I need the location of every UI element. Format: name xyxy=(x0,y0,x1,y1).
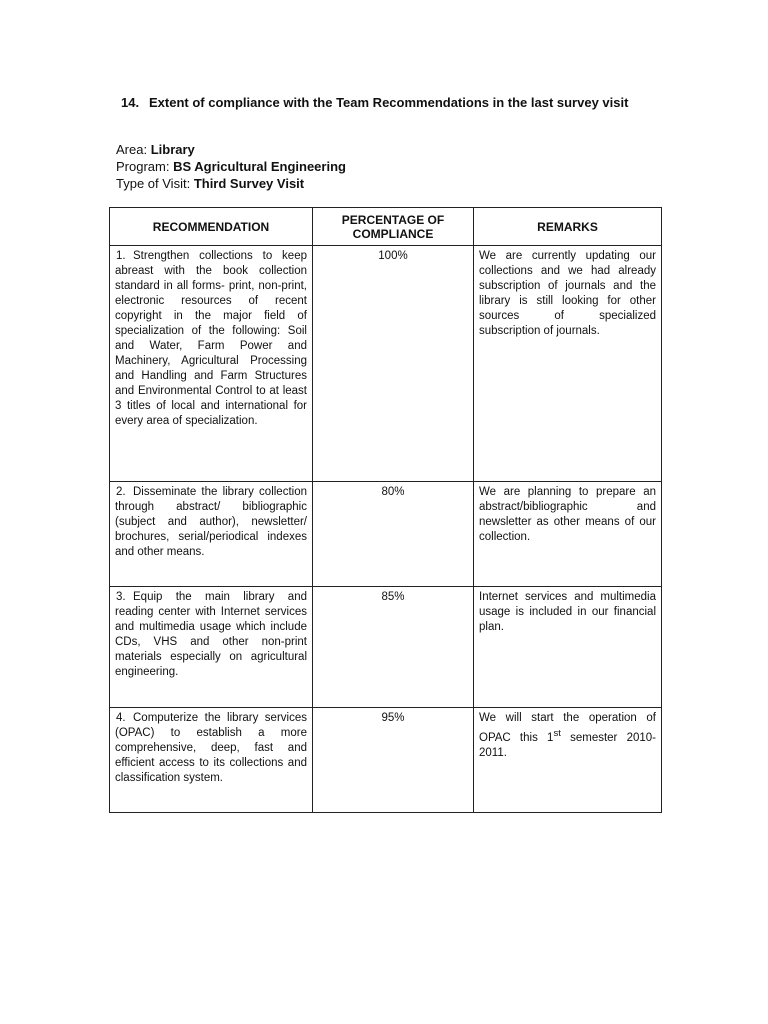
area-value: Library xyxy=(150,142,195,157)
row-number: 1. xyxy=(116,250,126,262)
percentage-cell: 85% xyxy=(313,587,474,708)
recommendation-text: Equip the main library and reading center with Internet services and multimedia usage which include CDs, VHS and other non-print materials especially on agricultural engineering. xyxy=(115,591,307,678)
header-recommendation: RECOMMENDATION xyxy=(110,208,313,246)
recommendation-text: Disseminate the library collection through abstract/ bibliographic (subject and author), newsletter/ brochures, serial/periodical indexes and other means. xyxy=(115,486,307,558)
row-number: 4. xyxy=(116,712,126,724)
recommendation-cell xyxy=(110,587,313,708)
percentage-cell: 95% xyxy=(313,708,474,813)
table-row xyxy=(110,482,662,587)
section-number: 14. xyxy=(121,95,140,110)
remarks-text-end: semester 2010-2011. xyxy=(479,731,656,759)
recommendation-cell xyxy=(110,246,313,482)
program-line xyxy=(116,158,346,175)
program-label: Program: xyxy=(116,159,170,174)
section-title: Extent of compliance with the Team Recommendations in the last survey visit xyxy=(149,95,629,110)
row-number: 2. xyxy=(116,486,126,498)
remarks-text-start: We will start the operation of OPAC this 1 xyxy=(479,712,656,744)
remarks-cell xyxy=(474,708,662,813)
remarks-cell: We are planning to prepare an abstract/bibliographic and newsletter as other means of our collection. xyxy=(474,482,662,587)
section-heading xyxy=(121,94,661,111)
row-number: 3. xyxy=(116,591,126,603)
table-row xyxy=(110,246,662,482)
table-row xyxy=(110,708,662,813)
recommendation-cell xyxy=(110,482,313,587)
visit-type-label: Type of Visit: xyxy=(116,176,191,191)
header-remarks: REMARKS xyxy=(474,208,662,246)
remarks-cell: We are currently updating our collections and we had already subscription of journals and the library is still looking for other sources of specialized subscription of journals. xyxy=(474,246,662,482)
percentage-cell: 100% xyxy=(313,246,474,482)
visit-type-value: Third Survey Visit xyxy=(193,176,305,191)
area-label: Area: xyxy=(116,142,148,157)
compliance-table xyxy=(109,207,662,813)
percentage-cell: 80% xyxy=(313,482,474,587)
header-percentage: PERCENTAGE OF COMPLIANCE xyxy=(313,208,474,246)
remarks-cell: Internet services and multimedia usage is included in our financial plan. xyxy=(474,587,662,708)
visit-type-line xyxy=(116,175,346,192)
visit-details xyxy=(116,141,346,192)
program-value: BS Agricultural Engineering xyxy=(173,159,346,174)
recommendation-cell xyxy=(110,708,313,813)
table-header-row xyxy=(110,208,662,246)
area-line xyxy=(116,141,346,158)
table-row xyxy=(110,587,662,708)
recommendation-text: Computerize the library services (OPAC) to establish a more comprehensive, deep, fast and efficient access to its collections and classification system. xyxy=(115,712,307,784)
ordinal-suffix: st xyxy=(553,728,561,739)
recommendation-text: Strengthen collections to keep abreast with the book collection standard in all forms- print, non-print, electronic resources of recent copyright in the major field of specialization of the following: Soil and Water, Farm Power and Machinery, Agricultural Processing and Handling and Farm Structures and Environmental Control to at least 3 titles of local and international for every area of specialization. xyxy=(115,250,307,427)
